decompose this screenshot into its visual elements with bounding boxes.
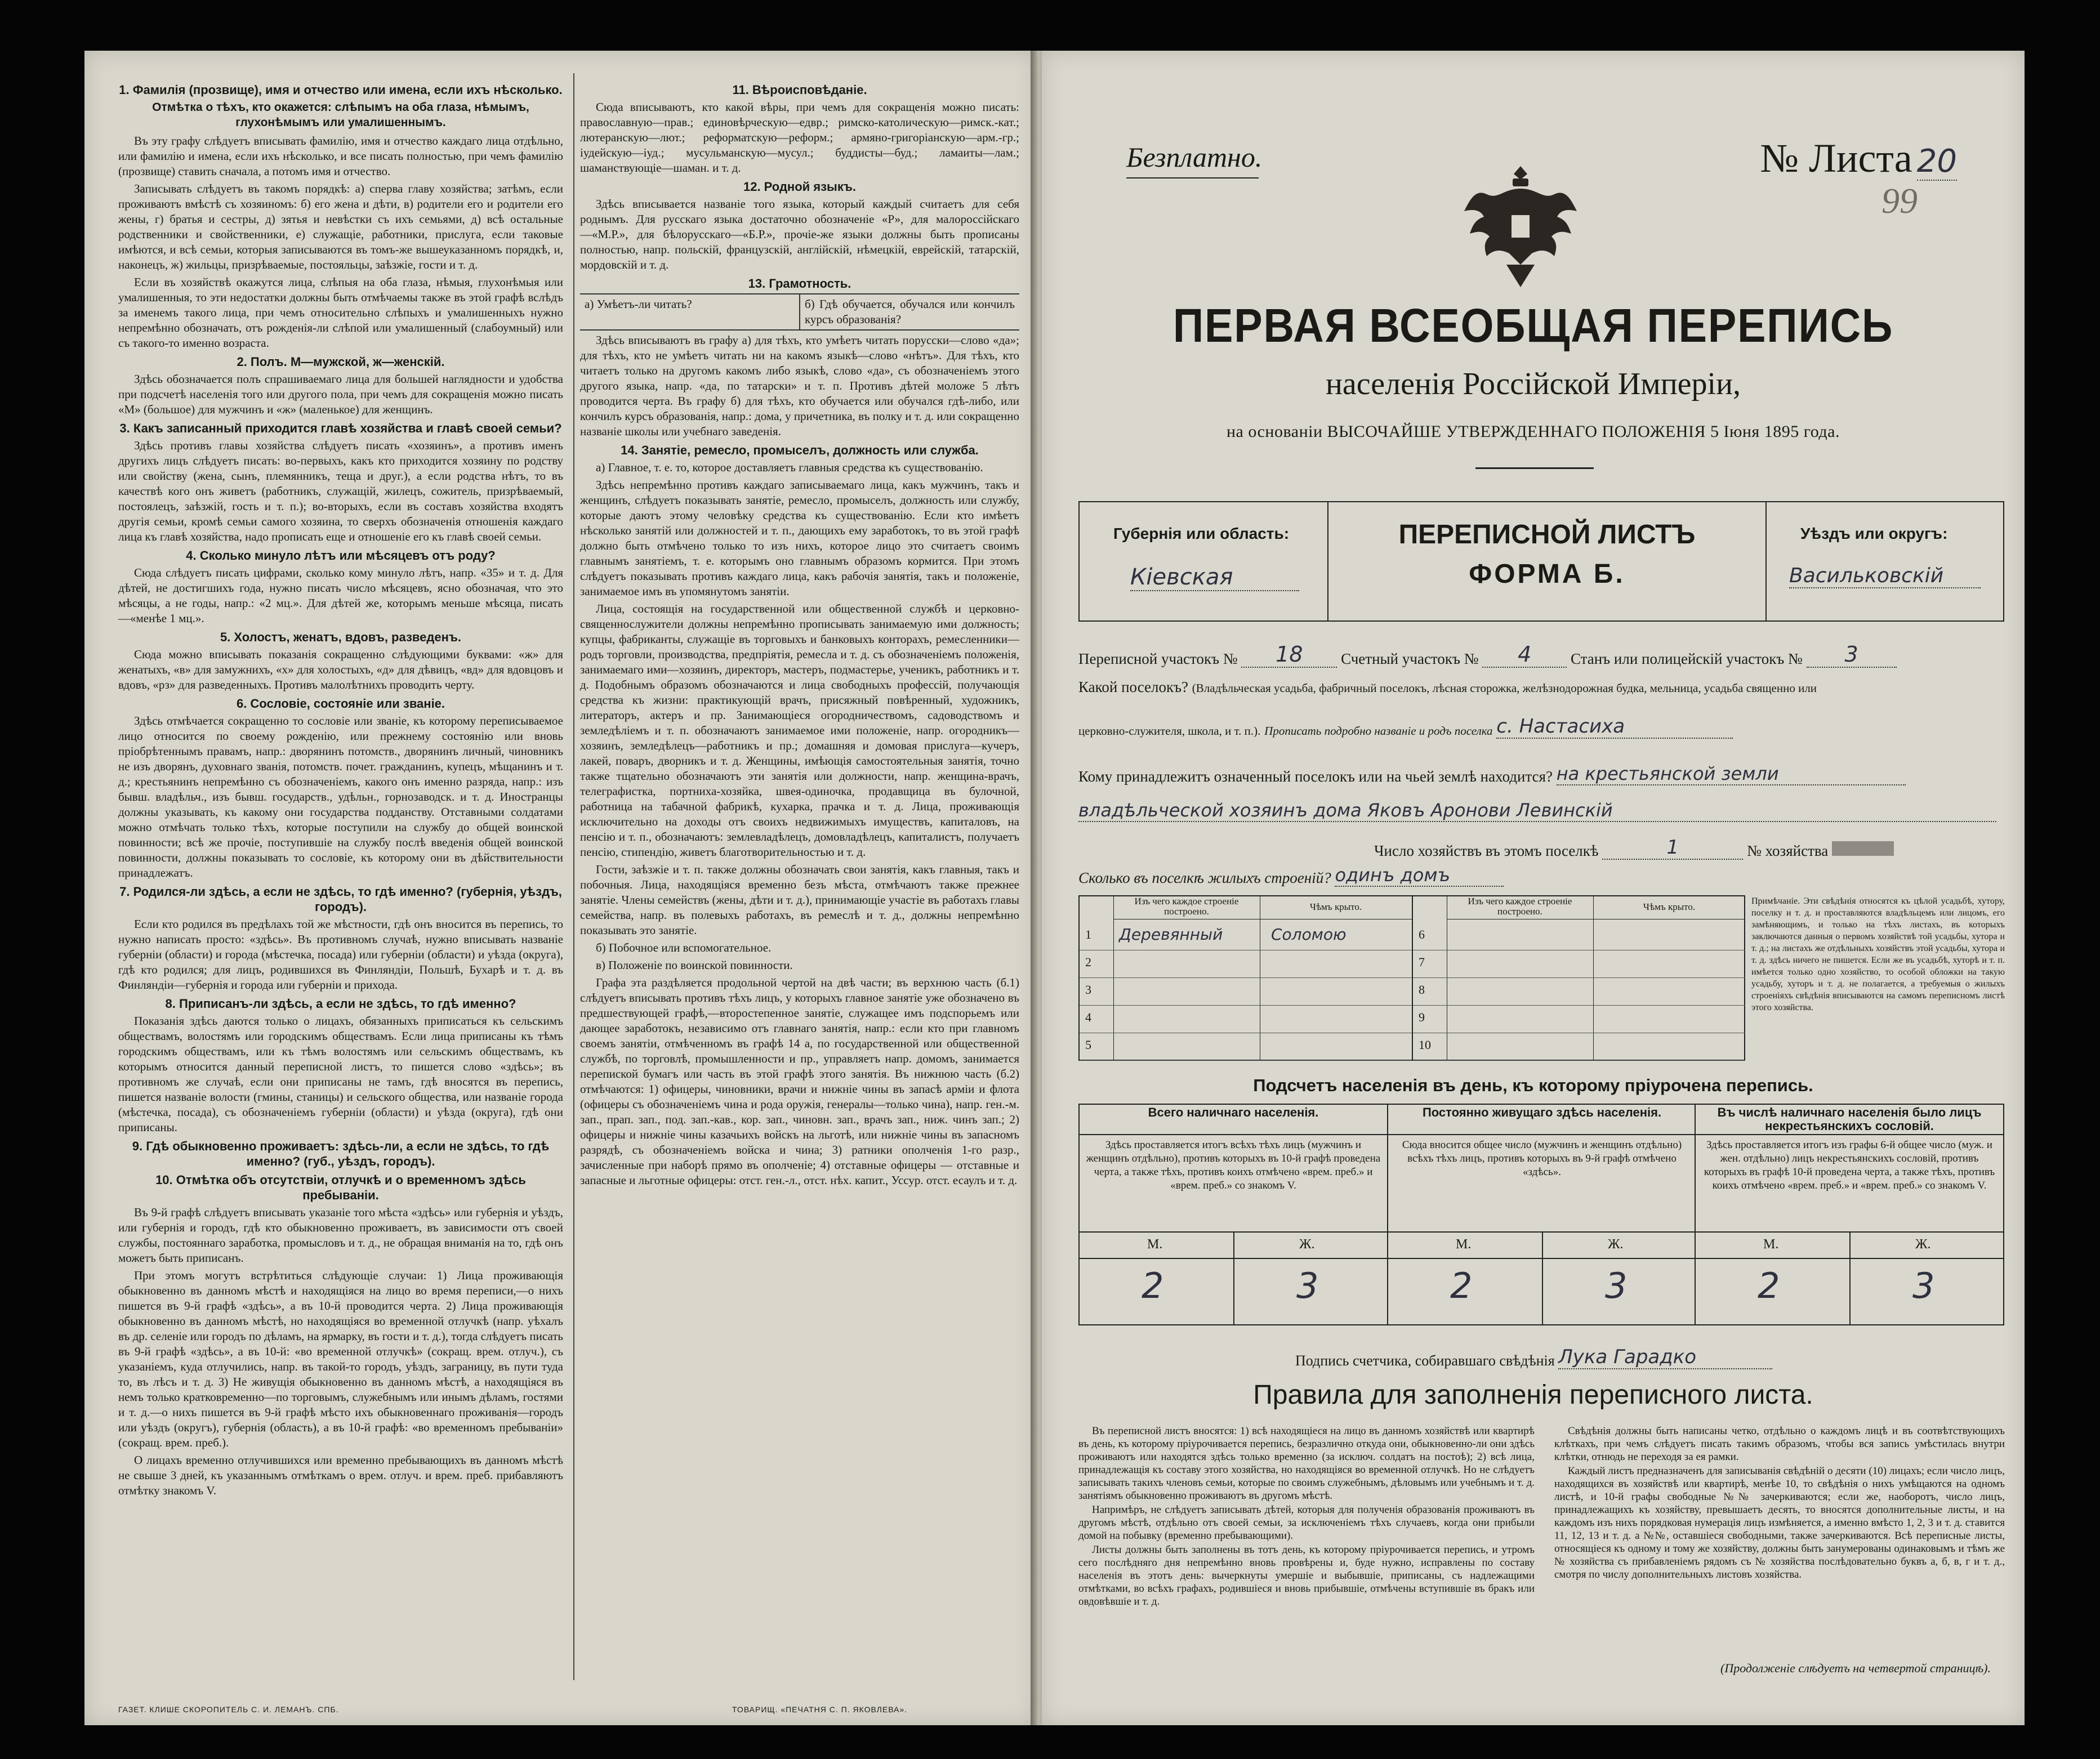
owner-row <box>1078 763 1906 785</box>
uezd-value: Васильковскій <box>1789 564 1981 588</box>
building-row <box>1413 977 1745 1006</box>
rule-paragraph: Напримѣръ, не слѣдуетъ записывать дѣтей, которыя для полученія образованія проживаютъ въ другомъ мѣстѣ, отдѣльно отъ своей семьи, за исключеніемъ тѣхъ случаевъ, когда они прибыли домой на побывку (временно пребывающими). <box>1078 1504 1535 1542</box>
building-row-number: 1 <box>1085 927 1091 941</box>
count-column-header: Въ числѣ наличнаго населенія было лицъ некрестьянскихъ сословій. <box>1696 1105 2003 1135</box>
header-table <box>1078 501 2004 622</box>
signature-label: Подпись счетчика, собиравшаго свѣдѣнія <box>1295 1352 1555 1369</box>
male-label: М. <box>1456 1237 1472 1252</box>
building-material: Деревянный <box>1119 925 1223 944</box>
literacy-subheads <box>580 293 1019 331</box>
female-count: 3 <box>1605 1265 1628 1306</box>
section-note: Отмѣтка о тѣхъ, кто окажется: слѣпымъ на оба глаза, нѣмымъ, глухонѣмымъ или умалишеннымъ. <box>152 101 529 129</box>
male-count: 2 <box>1758 1265 1780 1306</box>
sheet-number-value: 20 <box>1916 143 1957 180</box>
count-column-header: Постоянно живущаго здѣсь населенія. <box>1388 1105 1696 1135</box>
instruction-paragraph: Гости, заѣзжіе и т. п. также должны обозначать свои занятія, какъ главныя, такъ и побочныя. Лица, находящіяся временно безъ мѣста, отмѣчаютъ также прежнее занятіе. Члены семействъ (жены, дѣти и т. д.), принимающіе участіе въ работахъ главы семейства, напр. въ полевыхъ работахъ, въ ремеслѣ и т. д., должны непремѣнно показывать это занятіе. <box>580 863 1019 937</box>
male-count: 2 <box>1142 1265 1164 1306</box>
rule-paragraph: Каждый листъ предназначенъ для записыванія свѣдѣній о десяти (10) лицахъ; если число лицъ, находящихся въ хозяйствѣ или квартирѣ, менѣе 10, то свѣдѣнія о нихъ умѣщаются на одномъ листѣ, и 10-й графы свободные №№ зачеркиваются; если же, наоборотъ, число лицъ, принадлежащихъ къ хозяйству, превышаетъ десять, то вносятся дополнительные листы, и на каждомъ изъ нихъ порядковая нумерація лицъ измѣняется, а именно вмѣсто 1, 2, 3 и т. д. ставится 11, 12, 13 и т. д. а №№, оставшіеся свободными, также зачеркиваются. Всѣ переписные листы, относящіеся къ одному и тому же хозяйству, должны быть занумерованы одинаковымъ и тѣмъ же № хозяйства съ прибавленіемъ рядомъ съ № хозяйства послѣдовательно буквъ а, б, в, г и т. д., смотря по числу дополнительныхъ листовъ хозяйства. <box>1554 1465 2005 1581</box>
population-count-table <box>1078 1104 2004 1325</box>
owner-value-2: владѣльческой хозяинъ дома Яковъ Аронови Левинскій <box>1078 800 1996 822</box>
sex-divider <box>1542 1231 1543 1324</box>
instructions-column-a <box>118 79 563 1501</box>
rule-paragraph: Въ переписной листъ вносятся: 1) всѣ находящіеся на лицо въ данномъ хозяйствѣ или квартирѣ въ день, къ которому пріурочивается перепись, безразлично откуда они, обыкновенно-ли они здѣсь проживаютъ или находятся здѣсь только временно (за исключ. солдатъ на постоѣ); 2) всѣ лица, принадлежащія къ составу этого хозяйства, но находящіяся во временной отлучкѣ. Но не слѣдуетъ записывать такихъ членовъ семьи, которые по своимъ служебнымъ, дѣловымъ или учебнымъ и т. д. занятіямъ обыкновенно проживаютъ въ другомъ мѣстѣ. <box>1078 1425 1535 1502</box>
owner-row-2 <box>1078 800 1996 822</box>
sex-divider <box>1233 1231 1234 1324</box>
right-page <box>1042 51 2025 1725</box>
instruction-paragraph: Здѣсь вписывается названіе того языка, который каждый считаетъ для себя роднымъ. Для русскаго языка достаточно обозначеніе «Р», для малороссійскаго—«М.Р.», для бѣлорусскаго—«Б.Р.», прочіе-же языки должны быть прописаны полностью, напр. польскій, французскій, англійскій, нѣмецкій, еврейскій, татарскій, мордовскій и т. д. <box>580 197 1019 271</box>
building-row-number: 5 <box>1085 1038 1091 1052</box>
printer-footer-left: ГАЗЕТ. КЛИШЕ СКОРОПИТЕЛЬ С. И. ЛЕМАНЪ. СПБ. <box>118 1705 339 1714</box>
posel-label: Какой поселокъ? <box>1078 678 1189 695</box>
instruction-paragraph: О лицахъ временно отлучившихся или временно пребывающихъ въ данномъ мѣстѣ не свыше 3 дней, къ указаннымъ отмѣткамъ о врем. отлуч. и врем. преб. прибавляютъ отмѣтку знакомъ V. <box>118 1453 563 1497</box>
female-label: Ж. <box>1299 1237 1315 1252</box>
count-column <box>1695 1105 2003 1324</box>
instruction-paragraph: Сюда вписываютъ, кто какой вѣры, при чемъ для сокращенія можно писать: православную—прав.; единовѣрческую—едвр.; римско-католическую—римск.-кат.; лютеранскую—лют.; реформатскую—реформ.; армяно-григоріанскую—арм.-гр.; іудейскую—іуд.; мусульманскую—мусул.; буддисты—буд.; ламаиты—лам.; шаманствующіе—шаман. и т. д. <box>580 100 1019 175</box>
posel-hint: (Владѣльческая усадьба, фабричный поселокъ, лѣсная сторожка, желѣзнодорожная будка, мельница, усадьба священно или <box>1192 681 1817 695</box>
bld-col-material-2: Изъ чего каждое строеніе построено. <box>1447 896 1593 919</box>
households-row <box>1374 836 1894 860</box>
building-row-number: 7 <box>1419 955 1425 969</box>
building-row <box>1080 1004 1412 1033</box>
guberniya-value: Кіевская <box>1130 564 1299 591</box>
signature-value: Лука Гарадко <box>1558 1346 1772 1369</box>
section-heading: 14. Занятіе, ремесло, промыселъ, должность или служба. <box>621 443 979 457</box>
section-heading: 6. Сословіе, состояніе или званіе. <box>236 697 445 711</box>
posel-row-2 <box>1078 715 1733 739</box>
bld-col-material: Изъ чего каждое строеніе построено. <box>1113 896 1260 919</box>
instruction-paragraph: Въ 9-й графѣ слѣдуетъ вписывать указаніе того мѣста «здѣсь» или губернія и уѣздъ, или губернія и городъ, гдѣ кто обыкновенно проживаетъ, въ зависимости отъ своей службы, постояннаго заработка, промысловъ и т. д., не обращая вниманія на то, гдѣ онъ можетъ быть приписанъ. <box>118 1206 563 1265</box>
posel-hint-2: церковно-служителя, школа, и т. п.). <box>1078 724 1261 738</box>
left-page <box>84 51 1036 1725</box>
section-heading: 4. Сколько минуло лѣтъ или мѣсяцевъ отъ роду? <box>186 548 496 562</box>
posel-row <box>1078 678 1817 696</box>
rules-title: Правила для заполненія переписного листа. <box>1253 1380 1813 1410</box>
census-basis: на основаніи ВЫСОЧАЙШЕ УТВЕРЖДЕННАГО ПОЛОЖЕНІЯ 5 Іюня 1895 года. <box>1227 422 1840 441</box>
count-column <box>1080 1105 1387 1324</box>
posel-hint-3: Прописать подробно названіе и родъ поселка <box>1264 724 1493 738</box>
census-subtitle: населенія Россійской Имперіи, <box>1325 367 1741 401</box>
signature-row <box>1295 1346 1772 1369</box>
sheet-number-label: № Листа <box>1760 136 1912 181</box>
column-divider <box>573 73 574 1680</box>
instruction-paragraph: в) Положеніе по воинской повинности. <box>596 958 793 972</box>
bld-col-roof-2: Чѣмъ крыто. <box>1593 896 1745 919</box>
title-rule <box>1475 467 1594 469</box>
instruction-paragraph: Здѣсь отмѣчается сокращенно то сословіе или званіе, къ которому переписываемое лицо относится по своему рожденію, или прежнему состоянію или вновь пріобрѣтеннымъ правамъ, напр.: дворянинъ потомств., дворянинъ личный, чиновникъ не изъ дворянъ, духовнаго званія, потомств. почет. гражданинъ, купецъ, мѣщанинъ и т. д.; крестьянинъ непремѣнно съ обозначеніемъ, какого онъ именно разряда, напр.: изъ бывш. владѣльч., изъ бывш. государств., удѣльн., горнозаводск. и т. д. Иностранцы должны указывать, къ какому они государства подданству. Отставными солдатами можно отмѣчать только тѣхъ, которые поступили на службу до общей воинской повинности; всѣ же прочіе, поступившіе на службу послѣ введенія общей воинской повинности, должны показывать то сословіе, къ которому они въ дѣйствительности принадлежатъ. <box>118 714 563 880</box>
section-heading: 8. Приписанъ-ли здѣсь, а если не здѣсь, то гдѣ именно? <box>165 997 516 1011</box>
buildings-note: Примѣчаніе. Эти свѣдѣнія относятся къ цѣлой усадьбѣ, хутору, поселку и т. д. и проставляются владѣльцемъ или лицомъ, его замѣняющимъ, и только на тѣхъ листахъ, въ которыхъ заключаются данныя о первомъ хозяйствѣ той усадьбы, хутора и т. д.; на листахъ же отдѣльныхъ хозяйствъ этой усадьбы, хутора и т. д. здѣсь ничего не пишется. Если же въ усадьбѣ, хуторѣ и т. п. имѣется только одно хозяйство, то особой обложки на такую усадьбу, хуторъ и т. д. не полагается, а требуемыя о жилыхъ строеніяхъ свѣдѣнія вписываются на самомъ переписномъ листѣ этого хозяйства. <box>1751 896 2005 1012</box>
section-heading: 3. Какъ записанный приходится главѣ хозяйства и главѣ своей семьи? <box>119 421 562 435</box>
instruction-paragraph: Графа эта раздѣляется продольной чертой на двѣ части; въ верхнюю часть (б.1) слѣдуетъ вписывать противъ тѣхъ лицъ, у которыхъ главное занятіе уже обозначено въ предшествующей графѣ,—второстепенное занятіе, служащее имъ подспорьемъ или дающее заработокъ, независимо отъ главнаго занятія, напр.: если кто при главномъ своемъ занятіи, отмѣченномъ въ графѣ 14 а, по государственной или общественной службѣ, по торговлѣ, промышленности и пр., управляетъ напр. домомъ, занимается перепиской бумагъ или часть въ этой графѣ этого занятія. Въ нижнюю часть (б.2) отмѣчаются: 1) офицеры, чиновники, врачи и нижніе чины въ запасѣ арміи и флота (офицеры съ обозначеніемъ чина и рода оружія, генералы—только чина), напр. ген.-м. зап., прап. зап., под. зап.-кав., кор. зап., чиновн. зап., врачъ зап., ниж. чинъ зап.; 2) офицеры и нижніе чины казачьихъ войскъ на льготѣ, или нижніе чины въ запасномъ разрядѣ, съ обозначеніемъ войска и чина; 3) ратники ополченія 1-го разр., зачисленные при наборѣ прямо въ ополченіе; 4) отставные офицеры — отставные и запасные и льготные офицеры: отст. ген.-л., отст. нѣх. капит., Уссур. отст. есаулъ и т. д. <box>580 976 1019 1187</box>
free-label: Безплатно. <box>1126 141 1263 173</box>
count-column-desc: Здѣсь проставляется итогъ всѣхъ тѣхъ лицъ (мужчинъ и женщинъ отдѣльно), противъ которыхъ въ 10-й графѣ проведена черта, а также тѣхъ, противъ коихъ отмѣчено «врем. преб.» и «врем. преб.» со знакомъ V. <box>1086 1139 1381 1191</box>
instruction-paragraph: Здѣсь непремѣнно противъ каждаго записываемаго лица, какъ мужчинъ, такъ и женщинъ, слѣдуетъ показывать занятіе, ремесло, промыселъ, должность или службу, которые даютъ этому человѣку средства къ существованію. Если кто имѣетъ нѣсколько занятій или должностей и т. п., дающихъ ему заработокъ, то въ этой графѣ должно быть отмѣчено только то изъ нихъ, которое лицо это считаетъ своимъ главнымъ занятіемъ, т. е. которымъ оно главнымъ образомъ кормится. При этомъ слѣдуетъ показывать противъ каждаго лица, какъ рабочія занятія, такъ и положеніе, занимаемое имъ въ упомянутомъ занятіи. <box>580 478 1019 598</box>
instruction-paragraph: Если кто родился въ предѣлахъ той же мѣстности, гдѣ онъ вносится въ перепись, то нужно написать просто: «здѣсь». Въ противномъ случаѣ, нужно вписывать названіе губерніи (области) и города (мѣстечка, посада) или губерніи (области) и уѣзда (округа), гдѣ кто родился; для лицъ, родившихся въ Финляндіи, Польшѣ, Бухарѣ и т. д. въ Финляндіи—губернія и города или губерніи и прихода. <box>118 917 563 992</box>
households-value: 1 <box>1602 836 1743 860</box>
free-underline <box>1126 177 1259 178</box>
instruction-paragraph: Здѣсь вписываютъ въ графу а) для тѣхъ, кто умѣетъ читать порусски—слово «да»; для тѣхъ, кто не умѣетъ читать ни на какомъ языкѣ—слово «нѣтъ». Для тѣхъ, кто читаетъ только на другомъ какомъ либо языкѣ, слово «да», съ обозначеніемъ этого другого языка, напр. «да, по татарски» и т. п. Противъ дѣтей моложе 5 лѣтъ проводится черта. Въ графу б) для тѣхъ, кто обучается или обучался гдѣ-либо, или кончилъ курсъ образованія, напр.: дома, у причетника, въ полку и т. д. или сокращенно названіе школы или учебнаго заведенія. <box>580 333 1019 438</box>
female-label: Ж. <box>1915 1237 1931 1252</box>
instruction-paragraph: При этомъ могутъ встрѣтиться слѣдующіе случаи: 1) Лица проживающія обыкновенно въ данномъ мѣстѣ и находящіяся на лицо во время переписи,—о нихъ пишется въ 9-й графѣ «здѣсь», а въ 10-й проводится черта. 2) Лица проживающія обыкновенно въ данномъ мѣстѣ, но находящіяся во временной отлучкѣ (напр. уѣхалъ въ др. селеніе или городъ по дѣламъ, на ярмарку, въ гости и т. д.), тогда слѣдуетъ писать въ 9-й графѣ «здѣсь», а въ 10-й: «во временной отлучкѣ» (сокращ. врем. отлуч.), съ указаніемъ, куда отлучились, напр. въ такой-то городъ, уѣздъ, заграницу, въ пути туда то, въ лѣсъ и т. д. 3) Не живущія обыкновенно въ данномъ мѣстѣ, а находящіяся въ немъ только кратковременно—по торговымъ, служебнымъ или инымъ дѣламъ, гостями и т. д.—о нихъ пишется въ 9-й графѣ мѣсто ихъ обыкновеннаго проживанія—городъ или уѣздъ (округъ), губернія (область), а въ 10-й графѣ: «во временномъ пребываніи» (сокращ. врем. преб.). <box>118 1269 563 1449</box>
count-column <box>1387 1105 1696 1324</box>
buildings-value: одинъ домъ <box>1335 864 1504 887</box>
literacy-subhead: б) Гдѣ обучается, обучался или кончилъ курсъ образованія? <box>799 294 1019 329</box>
building-roof: Соломою <box>1271 925 1347 944</box>
guberniya-label: Губернія или область: <box>1113 525 1290 542</box>
count-title: Подсчетъ населенія въ день, къ которому пріурочена перепись. <box>1253 1075 1813 1095</box>
building-row-number: 2 <box>1085 955 1091 969</box>
form-subtitle: ФОРМА Б. <box>1469 559 1625 589</box>
section-heading: 2. Полъ. М—мужской, ж—женскій. <box>237 355 445 369</box>
posel-value: с. Настасиха <box>1496 715 1733 739</box>
building-row-number: 10 <box>1419 1038 1431 1052</box>
uezd-label: Уѣздъ или округъ: <box>1800 525 1948 542</box>
section-heading: 5. Холостъ, женатъ, вдовъ, разведенъ. <box>220 630 462 644</box>
building-row-number: 8 <box>1419 983 1425 997</box>
uchastok-value: 18 <box>1241 642 1337 668</box>
literacy-subhead: а) Умѣетъ-ли читать? <box>585 297 692 311</box>
bld-col-roof: Чѣмъ крыто. <box>1260 896 1412 919</box>
instruction-paragraph: Записывать слѣдуетъ въ такомъ порядкѣ: а) сперва главу хозяйства; затѣмъ, если проживаютъ вмѣстѣ съ хозяиномъ: б) его жена и дѣти, в) родители его и родители его жены, г) братья и сестры, д) зятья и невѣстки съ ихъ семьями, д) всѣ остальные родственники и свойственники, е) служащіе, работники, прислуга, если таковые имѣются, и всѣ семьи, которыя записываются въ томъ-же вышеуказанномъ порядкѣ, и, наконецъ, ж) жильцы, призрѣваемые, постояльцы, заѣзжіе, гости и т. д. <box>118 182 563 271</box>
building-row <box>1080 1032 1412 1061</box>
instruction-paragraph: Если въ хозяйствѣ окажутся лица, слѣпыя на оба глаза, нѣмыя, глухонѣмыя или умалишенныя, то эти недостатки должны быть отмѣчаемы также въ этой графѣ вслѣдъ за именемъ такого лица, при чемъ относительно слѣпыхъ и умалишенныхъ нужно непремѣнно обозначать, отъ рожденія-ли слѣпой или умалишенный (слабоумный) или съ такого-то именно возраста. <box>118 275 563 350</box>
count-column-desc: Здѣсь проставляется итогъ изъ графы 6-й общее число (муж. и жен. отдѣльно) лицъ некрестьянскихъ сословій, противъ которыхъ въ графѣ 10-й проведена черта, а также тѣхъ, противъ коихъ отмѣчено «врем. преб.» и «врем. преб.» со знакомъ V. <box>1704 1139 1995 1191</box>
instruction-paragraph: Здѣсь обозначается полъ спрашиваемаго лица для большей наглядности и удобства при подсчетѣ населенія того или другого пола, при чемъ для сокращенія можно писать «М» (большое) для мужчинъ и «ж» (маленькое) для женщинъ. <box>118 372 563 416</box>
building-row-number: 9 <box>1419 1010 1425 1024</box>
buildings-label: Сколько въ поселкѣ жилыхъ строеній? <box>1078 869 1331 886</box>
section-heading: 7. Родился-ли здѣсь, а если не здѣсь, то гдѣ именно? (губернія, уѣздъ, городъ). <box>119 885 562 914</box>
count-column-header: Всего наличнаго населенія. <box>1080 1105 1387 1135</box>
instruction-paragraph: Лица, состоящія на государственной или общественной службѣ и церковно-священнослужители должны непремѣнно прописывать занимаемую ими должность; купцы, фабриканты, служащіе въ торговыхъ и банковыхъ конторахъ, ремесленники—родъ торговли, производства, предпріятія, ремесла и т. д. съ обозначеніемъ положенія, занимаемаго ими—хозяинъ, директоръ, мастеръ, подмастерье, ученикъ, работникъ и т. д. Подобнымъ образомъ обозначаются и лица свободныхъ профессій, получающія средства къ жизни: практикующій врачъ, присяжный повѣренный, художникъ, литераторъ, актеръ и пр. Занимающіеся огородничествомъ, садоводствомъ и земледѣліемъ и т. п. обозначаютъ занимаемое ими положеніе, напр. огородникъ—хозяинъ, земледѣлецъ—работникъ и пр.; домашняя и домовая прислуга—кучеръ, лакей, поваръ, дворникъ и т. д. Женщины, имѣющія самостоятельныя занятія, точно также тщательно обозначаютъ эти занятія или должности, напр. женщина-врачъ, телеграфистка, портниха-хозяйка, швея-одиночка, продавщица въ булочной, работница на табачной фабрикѣ, кухарка, прачка и т. д. Лица, проживающія исключительно на доходы отъ своихъ недвижимыхъ имуществъ, капиталовъ, на пенсію и т. п., обозначаютъ: землевладѣлецъ, домовладѣлецъ, капиталистъ, получаетъ пенсію, стипендію, живетъ благотворительностью и т. д. <box>580 602 1019 859</box>
printer-footer-right: ТОВАРИЩ. «ПЕЧАТНЯ С. П. ЯКОВЛЕВА». <box>732 1705 908 1714</box>
female-count: 3 <box>1912 1265 1935 1306</box>
count-column-desc: Сюда вносится общее число (мужчинъ и женщинъ отдѣльно) всѣхъ тѣхъ лицъ, противъ которыхъ въ 9-й графѣ отмѣчено «здѣсь». <box>1402 1139 1682 1178</box>
pencil-number: 99 <box>1881 181 1918 221</box>
building-row <box>1413 1032 1745 1061</box>
buildings-table-right <box>1412 896 1745 1060</box>
buildings-table <box>1078 895 1745 1061</box>
instruction-paragraph: Сюда можно вписывать показанія сокращенно слѣдующими буквами: «ж» для женатыхъ, «в» для замужнихъ, «х» для холостыхъ, «д» для дѣвицъ, «вд» для вдовцовъ и вдовъ, «рз» для разведенныхъ. Противъ малолѣтнихъ проводить черту. <box>118 648 563 691</box>
building-row <box>1413 1004 1745 1033</box>
section-heading: 13. Грамотность. <box>748 276 851 291</box>
guberniya-cell <box>1080 502 1328 620</box>
continuation-note: (Продолженіе слѣдуетъ на четвертой страницѣ). <box>1720 1661 1991 1675</box>
rule-paragraph: Свѣдѣнія должны быть написаны четко, отдѣльно о каждомъ лицѣ и въ соотвѣтствующихъ клѣткахъ, при чемъ слѣдуетъ писать такимъ образомъ, чтобы вся запись умѣстилась внутри клѣтки, отнюдь не переходя за ея рамки. <box>1554 1425 2005 1463</box>
building-row <box>1080 949 1412 978</box>
building-row <box>1080 922 1412 950</box>
buildings-table-left <box>1080 896 1412 1060</box>
section-heading: 11. Вѣроисповѣданіе. <box>732 83 867 97</box>
instruction-paragraph: Показанія здѣсь даются только о лицахъ, обязанныхъ приписаться къ сельскимъ обществамъ, волостямъ или городскимъ обществамъ. Если лица приписаны къ тѣмъ городскимъ обществамъ, или къ тѣмъ волостямъ или сельскимъ обществамъ, къ которымъ относится данный переписной листъ, то пишется слово «здѣсь»; въ противномъ же случаѣ, если они приписаны не тамъ, гдѣ вносятся въ перепись, пишется названіе волости (гмины, станицы) и сельского общества, или названіе города (мѣстечка, посада), съ обозначеніемъ губерніи (области) и уѣзда (округа), гдѣ они приписаны. <box>118 1014 563 1134</box>
section-heading: 1. Фамилія (прозвище), имя и отчество или имена, если ихъ нѣсколько. <box>119 83 563 97</box>
sex-divider <box>1849 1231 1851 1324</box>
imperial-eagle-emblem <box>1459 160 1582 296</box>
uchastok-row <box>1078 642 1897 668</box>
hoz-label: № хозяйства <box>1747 842 1829 859</box>
stan-value: 3 <box>1807 642 1897 668</box>
stan-label: Станъ или полицейскій участокъ № <box>1570 650 1803 667</box>
schet-label: Счетный участокъ № <box>1341 650 1479 667</box>
female-label: Ж. <box>1608 1237 1624 1252</box>
households-label: Число хозяйствъ въ этомъ поселкѣ <box>1374 842 1599 859</box>
instruction-paragraph: Сюда слѣдуетъ писать цифрами, сколько кому минуло лѣтъ, напр. «35» и т. д. Для дѣтей, не достигшихъ года, нужно писать число мѣсяцевъ, ясно обозначая, что это мѣсяцы, а не годы, напр.: «2 мц.». Для дѣтей же, которымъ меньше мѣсяца, писать—«менѣе 1 мц.». <box>118 566 563 625</box>
building-row <box>1413 922 1745 950</box>
male-label: М. <box>1147 1237 1163 1252</box>
instruction-paragraph: а) Главное, т. е. то, которое доставляетъ главныя средства къ существованію. <box>596 461 983 474</box>
section-heading: 9. Гдѣ обыкновенно проживаетъ: здѣсь-ли, а если не здѣсь, то гдѣ именно? (губ., уѣздъ, городъ). <box>132 1139 550 1168</box>
schet-value: 4 <box>1482 642 1567 668</box>
building-row-number: 4 <box>1085 1010 1091 1024</box>
buildings-row <box>1078 864 1504 887</box>
uezd-cell <box>1765 502 2003 620</box>
census-title: ПЕРВАЯ ВСЕОБЩАЯ ПЕРЕПИСЬ <box>1172 299 1894 352</box>
owner-label: Кому принадлежитъ означенный поселокъ или на чьей землѣ находится? <box>1078 768 1553 785</box>
male-count: 2 <box>1450 1265 1473 1306</box>
rule-paragraph: Листы должны быть заполнены въ тотъ день, къ которому пріурочивается перепись, и утромъ сего послѣдняго дня непремѣнно вновь провѣрены и, буде нужно, исправлены по составу населенія въ этотъ день: вычеркнуты умершіе и выбывшіе, приписаны, съ надлежащими отмѣтками, во всѣхъ графахъ, родившіеся и вновь прибывшіе, отмѣчены вступившіе въ бракъ или овдовѣвшіе и т. д. <box>1078 1544 1535 1608</box>
form-title: ПЕРЕПИСНОЙ ЛИСТЪ <box>1398 520 1696 550</box>
building-row-number: 3 <box>1085 983 1091 997</box>
hoz-redaction <box>1832 841 1894 856</box>
sheet-number <box>1760 135 1957 182</box>
instructions-column-b <box>580 79 1019 1190</box>
female-count: 3 <box>1296 1265 1319 1306</box>
building-row <box>1080 977 1412 1006</box>
building-row-number: 6 <box>1419 927 1425 941</box>
instruction-paragraph: Въ эту графу слѣдуетъ вписывать фамилію, имя и отчество каждаго лица отдѣльно, или фамилію и имена, если ихъ нѣсколько, и все писать полностью, при чемъ фамилію (прозвище) ставить сначала, а потомъ имя и отчество. <box>118 134 563 178</box>
building-row <box>1413 949 1745 978</box>
owner-value-1: на крестьянской земли <box>1557 763 1906 785</box>
section-heading: 12. Родной языкъ. <box>743 180 857 194</box>
uchastok-label: Переписной участокъ № <box>1078 650 1238 667</box>
male-label: М. <box>1763 1237 1779 1252</box>
instruction-paragraph: б) Побочное или вспомогательное. <box>596 941 772 954</box>
section-heading: 10. Отмѣтка объ отсутствіи, отлучкѣ и о временномъ здѣсь пребываніи. <box>155 1173 526 1202</box>
rules-column-a <box>1078 1425 1535 1609</box>
rules-column-b <box>1554 1425 2005 1582</box>
instruction-paragraph: Здѣсь противъ главы хозяйства слѣдуетъ писать «хозяинъ», а противъ именъ другихъ лицъ слѣдуетъ писать: во-первыхъ, какъ кто приходится хозяину по родству или свойству (жена, сынъ, племянникъ, теща и друг.), а если родства нѣтъ, то въ качествѣ кого онъ живетъ (работникъ, служащій, жилецъ, сожитель, призрѣваемый, постоялецъ, заѣзжій, гость и т. п.); во-вторыхъ, если въ составъ хозяйства входятъ другія семьи, кромѣ семьи самого хозяина, то сверхъ обозначенія отношенія каждаго лица къ главѣ хозяйства, надо прописать еще и отношеніе его къ главѣ своей семьи. <box>118 439 563 543</box>
